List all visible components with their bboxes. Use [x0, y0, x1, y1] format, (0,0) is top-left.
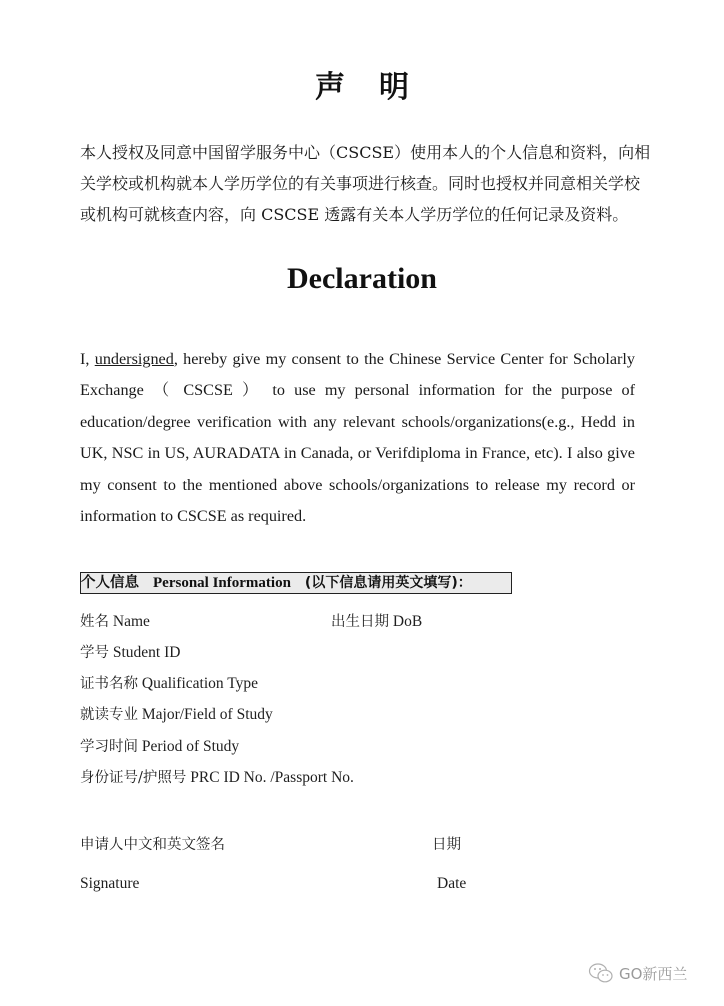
date-label-cn: 日期 [432, 837, 461, 853]
watermark-text: GO新西兰 [619, 964, 688, 983]
paragraph-line: I, undersigned, hereby give my consent to the Chinese Service Center for Scholarly [80, 350, 636, 368]
field-period-of-study: 学习时间 Period of Study [80, 738, 240, 755]
personal-info-heading: 个人信息 Personal Information (以下信息请用英文填写)： [80, 572, 512, 594]
title-english: Declaration [287, 262, 437, 295]
underlined-word: undersigned [94, 350, 174, 368]
paragraph-line: 本人授权及同意中国留学服务中心（CSCSE）使用本人的个人信息和资料，向相 [80, 143, 651, 162]
paragraph-line: information to CSCSE as required. [80, 507, 307, 526]
field-name: 姓名 Name [80, 613, 150, 630]
wechat-icon [588, 962, 614, 984]
field-qualification-type: 证书名称 Qualification Type [80, 675, 259, 692]
paragraph-line: UK, NSC in US, AURADATA in Canada, or Verifdiploma in France, etc). I also give [80, 444, 635, 463]
paragraph-line: Exchange （ CSCSE ） to use my personal information for the purpose of [80, 381, 635, 400]
field-student-id: 学号 Student ID [80, 644, 181, 661]
signature-label-cn: 申请人中文和英文签名 [80, 837, 225, 853]
field-dob: 出生日期 DoB [331, 613, 423, 630]
date-label-en: Date [437, 875, 467, 892]
paragraph-chinese [80, 137, 651, 230]
field-major: 就读专业 Major/Field of Study [80, 706, 273, 723]
watermark [588, 962, 687, 984]
paragraph-line: 或机构可就核查内容，向 CSCSE 透露有关本人学历学位的任何记录及资料。 [80, 205, 629, 224]
title-chinese [0, 62, 724, 106]
field-id-passport: 身份证号/护照号 PRC ID No. /Passport No. [80, 769, 354, 786]
title-char: 明 [379, 70, 409, 105]
paragraph-english [80, 344, 635, 532]
paragraph-line: my consent to the mentioned above schools/organizations to release my record or [80, 475, 635, 494]
signature-label-en: Signature [80, 875, 140, 892]
paragraph-line: 关学校或机构就本人学历学位的有关事项进行核查。同时也授权并同意相关学校 [80, 174, 641, 193]
paragraph-line: education/degree verification with any relevant schools/organizations(e.g., Hedd in [80, 412, 635, 431]
title-char: 声 [315, 70, 345, 105]
